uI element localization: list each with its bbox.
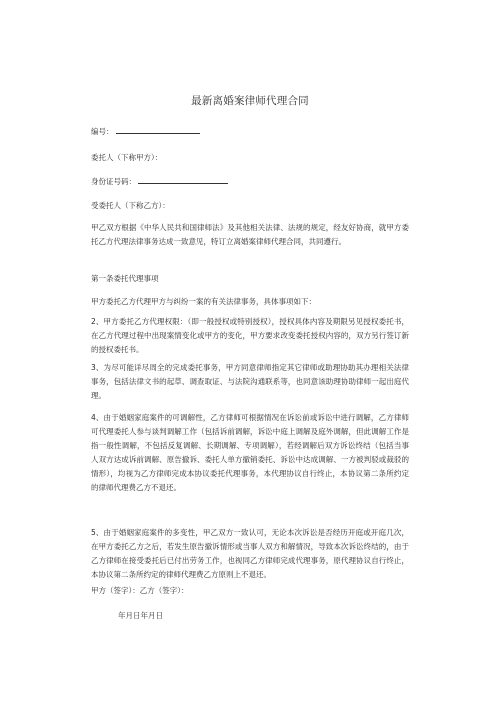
id-number-line [91, 176, 228, 187]
id-number-blank [138, 176, 228, 184]
clause-3: 3、为尽可能详尽周全的完成委托事务，甲方同意律师指定其它律师或助理协助其办理相关法律事务，包括法律文书的起草、调查取证、与法院沟通联系等，也同意该助理协助律师一起出庭代理。 [91, 363, 409, 400]
serial-number-blank [116, 126, 200, 134]
serial-number-line [91, 126, 200, 137]
clause-4: 4、由于婚姻家庭案件的可调解性，乙方律师可根据情况在诉讼前或诉讼中进行调解，乙方律师可代理委托人参与谈判调解工作（包括诉前调解，诉讼中庭上调解及庭外调解，但此调解工作是指一般性调解，不包括反复调解、长期调解、专项调解），若经调解后双方诉讼终结（包括当事人双方达成诉前调解、原告撤诉、委托人单方撤销委托、诉讼中达成调解、一方被判驳或裁驳的情形），均视为乙方律师完成本协议委托代理事务，本代理协议自行终止，本协议第二条所约定的律师代理费乙方不退还。 [91, 413, 409, 492]
id-number-label: 身份证号码： [91, 177, 136, 186]
agent-line [91, 201, 170, 211]
clause-5: 5、由于婚姻家庭案件的多变性，甲乙双方一致认可，无论本次诉讼是否经历开庭或开庭几次，在甲方委托乙方之后，若发生原告撤诉情形或当事人双方和解情况，导致本次诉讼终结的，由于乙方律师在接受委托后已付出劳务工作，也视同乙方律师完成代理事务，原代理协议自行终止，本协议第二条所约定的律师代理费乙方原则上不退还。 [91, 528, 409, 579]
serial-number-label: 编号： [91, 127, 114, 136]
section1-heading: 第一条委托代理事项 [91, 274, 159, 283]
principal-line [91, 153, 162, 163]
principal-label: 委托人（下称甲方）： [91, 153, 163, 162]
clause-2: 2、甲方委托乙方代理权限：（即一般授权或特别授权），授权具体内容及期限另见授权委托书，在乙方代理过程中出现案情变化或甲方的变化，甲方要求改变委托授权内容的，双方另行签订新的授权委托书。 [91, 317, 409, 354]
agent-label: 受委托人（下称乙方）： [91, 201, 170, 210]
signature-line: 甲方（签字）：乙方（签字）： [91, 586, 189, 595]
clause-1: 甲方委托乙方代理甲方与纠纷一案的有关法律事务，具体事项如下： [91, 297, 316, 306]
intro-paragraph: 甲乙双方根据《中华人民共和国律师法》及其他相关法律、法规的规定，经友好协商，就甲方委托乙方代理法律事务达成一致意见，特订立离婚案律师代理合同，共同遵行。 [91, 223, 409, 246]
document-title: 最新离婚案律师代理合同 [191, 95, 309, 107]
date-line: 年月日年月日 [118, 611, 163, 620]
